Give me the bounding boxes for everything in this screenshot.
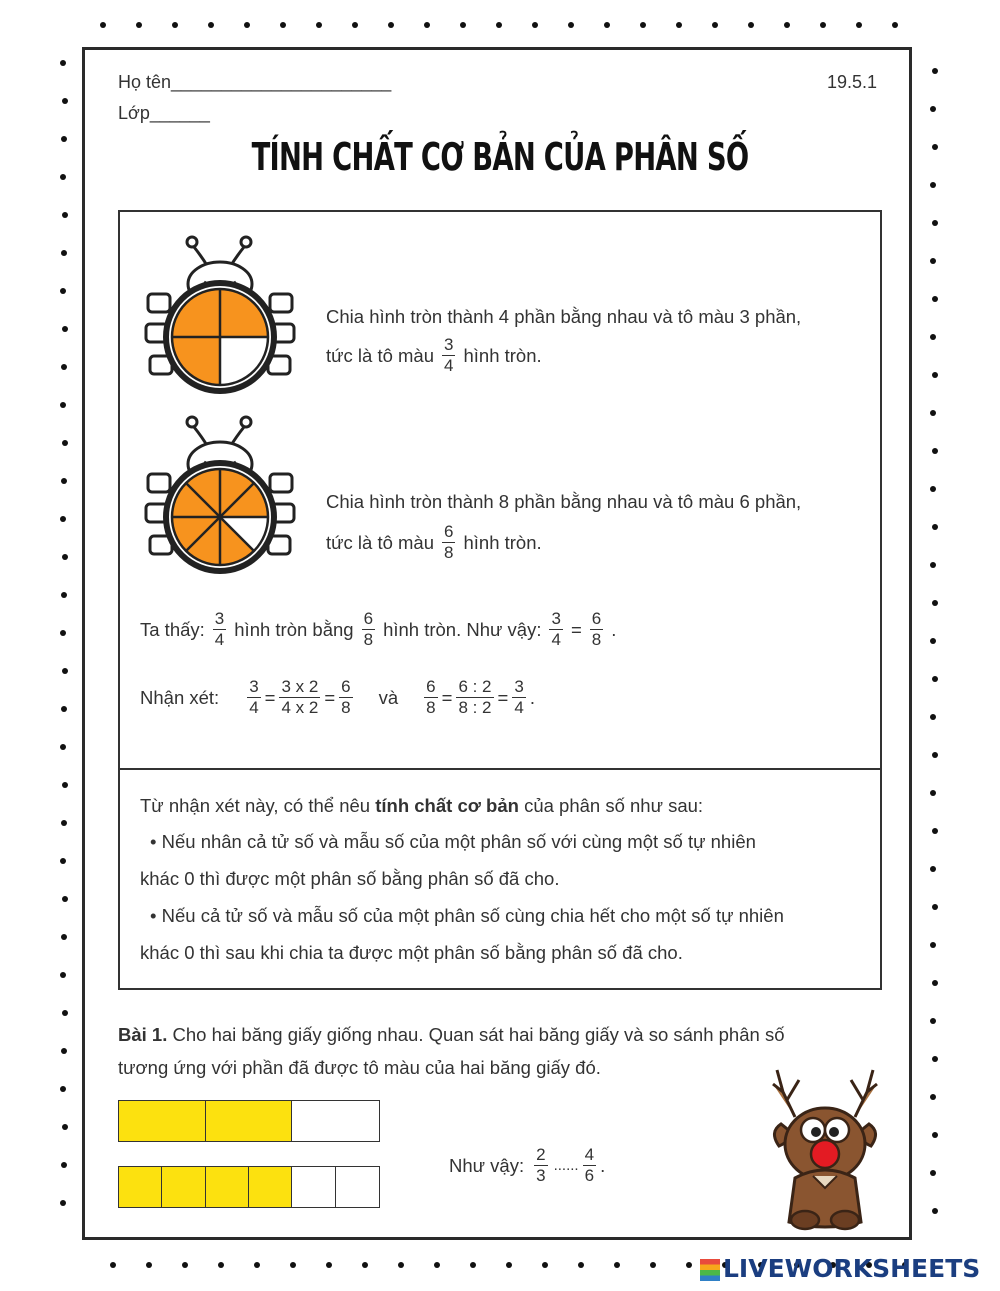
border-dot bbox=[60, 1086, 66, 1092]
border-dot bbox=[60, 60, 66, 66]
border-dot bbox=[748, 22, 754, 28]
border-dot bbox=[932, 1208, 938, 1214]
ladybug-eighths-icon bbox=[144, 412, 304, 577]
border-dot bbox=[460, 22, 466, 28]
border-dot bbox=[932, 980, 938, 986]
exercise-label: Bài 1. bbox=[118, 1024, 168, 1045]
fraction: $\frac{3}{4}$ bbox=[214, 609, 225, 649]
border-dot bbox=[932, 144, 938, 150]
border-dot bbox=[316, 22, 322, 28]
border-dot bbox=[932, 448, 938, 454]
strip-cell-shaded bbox=[162, 1167, 205, 1207]
exercise-line1: Bài 1. Cho hai băng giấy giống nhau. Quan sát hai băng giấy và so sánh phân số bbox=[118, 1024, 785, 1045]
border-dot bbox=[136, 22, 142, 28]
border-dot bbox=[578, 1262, 584, 1268]
border-dot bbox=[930, 1170, 936, 1176]
border-dot bbox=[62, 554, 68, 560]
remark-line: Nhận xét: $\frac{3}{4}$ = $\frac{3 x 2}{4 x 2}$ = $\frac{6}{8}$ và $\frac{6}{8}$ = $\frac{6 : 2}{8 : 2}$ = $\frac{3}{4}$ . bbox=[140, 677, 535, 717]
border-dot bbox=[932, 1056, 938, 1062]
border-dot bbox=[640, 22, 646, 28]
border-dot bbox=[62, 782, 68, 788]
border-dot bbox=[930, 106, 936, 112]
border-dot bbox=[932, 1132, 938, 1138]
property-bullet1-line1: • Nếu nhân cả tử số và mẫu số của một phân số với cùng một số tự nhiên bbox=[150, 831, 756, 852]
property-intro: Từ nhận xét này, có thể nêu tính chất cơ bản của phân số như sau: bbox=[140, 795, 704, 816]
border-dot bbox=[932, 296, 938, 302]
fraction: $\frac{6}{8}$ bbox=[363, 609, 374, 649]
border-dot bbox=[100, 22, 106, 28]
strip-cell-shaded bbox=[206, 1167, 249, 1207]
border-dot bbox=[930, 334, 936, 340]
border-dot bbox=[930, 790, 936, 796]
border-dot bbox=[506, 1262, 512, 1268]
property-bullet1-line2: khác 0 thì được một phân số bằng phân số đã cho. bbox=[140, 868, 560, 889]
reindeer-icon bbox=[765, 1062, 885, 1232]
border-dot bbox=[820, 22, 826, 28]
border-dot bbox=[62, 98, 68, 104]
property-keyword: tính chất cơ bản bbox=[375, 795, 519, 816]
border-dot bbox=[62, 440, 68, 446]
theory-box bbox=[118, 210, 882, 770]
border-dot bbox=[604, 22, 610, 28]
border-dot bbox=[712, 22, 718, 28]
example2-pre: tức là tô màu bbox=[326, 531, 435, 553]
border-dot bbox=[280, 22, 286, 28]
answer-blank[interactable]: ...... bbox=[553, 1156, 579, 1174]
border-dot bbox=[930, 562, 936, 568]
example2-line1: Chia hình tròn thành 8 phần bằng nhau và tô màu 6 phần, bbox=[326, 491, 802, 512]
observation-line: Ta thấy: $\frac{3}{4}$ hình tròn bằng $\frac{6}{8}$ hình tròn. Như vậy: $\frac{3}{4}$ = $\frac{6}{8}$ . bbox=[140, 609, 617, 649]
example1-line2 bbox=[326, 336, 542, 375]
logo-text: LIVEWORKSHEETS bbox=[723, 1254, 981, 1283]
border-dot bbox=[62, 896, 68, 902]
observe-pre: Ta thấy: bbox=[140, 618, 205, 640]
border-dot bbox=[930, 410, 936, 416]
fraction: $\frac{3}{4}$ bbox=[551, 609, 561, 649]
border-dot bbox=[326, 1262, 332, 1268]
border-dot bbox=[496, 22, 502, 28]
border-dot bbox=[686, 1262, 692, 1268]
border-dot bbox=[290, 1262, 296, 1268]
border-dot bbox=[60, 288, 66, 294]
border-dot bbox=[61, 934, 67, 940]
border-dot bbox=[254, 1262, 260, 1268]
border-dot bbox=[650, 1262, 656, 1268]
border-dot bbox=[60, 972, 66, 978]
border-dot bbox=[568, 22, 574, 28]
example2-post: hình tròn. bbox=[463, 531, 542, 553]
example1-fraction bbox=[442, 336, 455, 375]
denominator: 4 bbox=[444, 356, 454, 375]
border-dot bbox=[784, 22, 790, 28]
border-dot bbox=[932, 600, 938, 606]
border-dot bbox=[676, 22, 682, 28]
border-dot bbox=[398, 1262, 404, 1268]
border-dot bbox=[424, 22, 430, 28]
strip-cell-shaded bbox=[206, 1101, 293, 1141]
border-dot bbox=[930, 1018, 936, 1024]
border-dot bbox=[61, 820, 67, 826]
numerator: 6 bbox=[444, 522, 454, 541]
denominator: 8 bbox=[444, 543, 454, 562]
border-dot bbox=[61, 592, 67, 598]
paper-strip-sixths bbox=[118, 1166, 380, 1208]
fraction: $\frac{3 x 2}{4 x 2}$ bbox=[281, 677, 319, 717]
border-dot bbox=[62, 1124, 68, 1130]
border-dot bbox=[110, 1262, 116, 1268]
border-dot bbox=[61, 1048, 67, 1054]
strip-cell bbox=[292, 1167, 335, 1207]
example2-line2 bbox=[326, 523, 542, 562]
fraction: $\frac{3}{4}$ bbox=[514, 677, 524, 717]
border-dot bbox=[930, 182, 936, 188]
border-dot bbox=[932, 524, 938, 530]
fraction: $\frac{4}{6}$ bbox=[584, 1145, 595, 1185]
liveworksheets-logo[interactable] bbox=[700, 1254, 980, 1283]
border-dot bbox=[930, 942, 936, 948]
border-dot bbox=[362, 1262, 368, 1268]
border-dot bbox=[856, 22, 862, 28]
fraction: $\frac{6}{8}$ bbox=[591, 609, 602, 649]
observe-mid: hình tròn bằng bbox=[234, 618, 354, 640]
border-dot bbox=[61, 136, 67, 142]
paper-strip-thirds bbox=[118, 1100, 380, 1142]
strip-cell bbox=[336, 1167, 379, 1207]
fraction: $\frac{6 : 2}{8 : 2}$ bbox=[458, 677, 492, 717]
border-dot bbox=[892, 22, 898, 28]
border-dot bbox=[60, 174, 66, 180]
observe-post: hình tròn. Như vậy: bbox=[383, 618, 542, 640]
property-bullet2-line2: khác 0 thì sau khi chia ta được một phân số bằng phân số đã cho. bbox=[140, 942, 683, 963]
worksheet-code: 19.5.1 bbox=[826, 72, 877, 92]
border-dot bbox=[244, 22, 250, 28]
example1-line1: Chia hình tròn thành 4 phần bằng nhau và tô màu 3 phần, bbox=[326, 306, 802, 327]
border-dot bbox=[60, 1200, 66, 1206]
border-dot bbox=[61, 478, 67, 484]
fraction: $\frac{3}{4}$ bbox=[249, 677, 259, 717]
fraction: $\frac{6}{8}$ bbox=[341, 677, 351, 717]
border-dot bbox=[470, 1262, 476, 1268]
ladybug-quarter-icon bbox=[144, 232, 304, 397]
border-dot bbox=[146, 1262, 152, 1268]
border-dot bbox=[60, 402, 66, 408]
border-dot bbox=[932, 828, 938, 834]
border-dot bbox=[434, 1262, 440, 1268]
answer-pre: Như vậy: bbox=[449, 1154, 525, 1176]
strip-cell-shaded bbox=[119, 1101, 206, 1141]
border-dot bbox=[352, 22, 358, 28]
answer-line: Như vậy: $\frac{2}{3}$ ...... $\frac{4}{6}$ . bbox=[449, 1145, 606, 1185]
border-dot bbox=[930, 486, 936, 492]
border-dot bbox=[61, 706, 67, 712]
border-dot bbox=[61, 250, 67, 256]
border-dot bbox=[218, 1262, 224, 1268]
border-dot bbox=[182, 1262, 188, 1268]
strip-cell-shaded bbox=[249, 1167, 292, 1207]
border-dot bbox=[930, 638, 936, 644]
border-dot bbox=[932, 904, 938, 910]
property-bullet2-line1: • Nếu cả tử số và mẫu số của một phân số cùng chia hết cho một số tự nhiên bbox=[150, 905, 784, 926]
worksheet-page bbox=[82, 47, 912, 1240]
fraction: $\frac{6}{8}$ bbox=[426, 677, 436, 717]
border-dot bbox=[930, 714, 936, 720]
border-dot bbox=[60, 630, 66, 636]
border-dot bbox=[932, 676, 938, 682]
fraction: $\frac{2}{3}$ bbox=[536, 1145, 546, 1185]
border-dot bbox=[60, 744, 66, 750]
strip-cell-shaded bbox=[119, 1167, 162, 1207]
border-dot bbox=[932, 752, 938, 758]
border-dot bbox=[932, 372, 938, 378]
example1-pre: tức là tô màu bbox=[326, 344, 435, 366]
page-title: TÍNH CHẤT CƠ BẢN CỦA PHÂN SỐ bbox=[251, 135, 749, 179]
border-dot bbox=[542, 1262, 548, 1268]
border-dot bbox=[614, 1262, 620, 1268]
border-dot bbox=[62, 212, 68, 218]
border-dot bbox=[62, 326, 68, 332]
property-box bbox=[118, 768, 882, 990]
exercise-line2: tương ứng với phần đã được tô màu của hai băng giấy đó. bbox=[118, 1057, 601, 1078]
border-dot bbox=[61, 1162, 67, 1168]
border-dot bbox=[388, 22, 394, 28]
border-dot bbox=[932, 220, 938, 226]
logo-icon bbox=[700, 1259, 720, 1281]
class-field-label[interactable]: Lớp______ bbox=[118, 103, 210, 123]
border-dot bbox=[930, 866, 936, 872]
border-dot bbox=[62, 1010, 68, 1016]
example2-fraction bbox=[442, 523, 455, 562]
border-dot bbox=[60, 516, 66, 522]
strip-cell bbox=[292, 1101, 379, 1141]
border-dot bbox=[61, 364, 67, 370]
border-dot bbox=[932, 68, 938, 74]
border-dot bbox=[60, 858, 66, 864]
name-field-label[interactable]: Họ tên______________________ bbox=[118, 72, 392, 92]
numerator: 3 bbox=[444, 335, 454, 354]
border-dot bbox=[532, 22, 538, 28]
border-dot bbox=[62, 668, 68, 674]
remark-label: Nhận xét: bbox=[140, 686, 220, 708]
border-dot bbox=[172, 22, 178, 28]
border-dot bbox=[930, 1094, 936, 1100]
border-dot bbox=[208, 22, 214, 28]
example1-post: hình tròn. bbox=[463, 344, 542, 366]
border-dot bbox=[930, 258, 936, 264]
and-word: và bbox=[378, 686, 399, 708]
